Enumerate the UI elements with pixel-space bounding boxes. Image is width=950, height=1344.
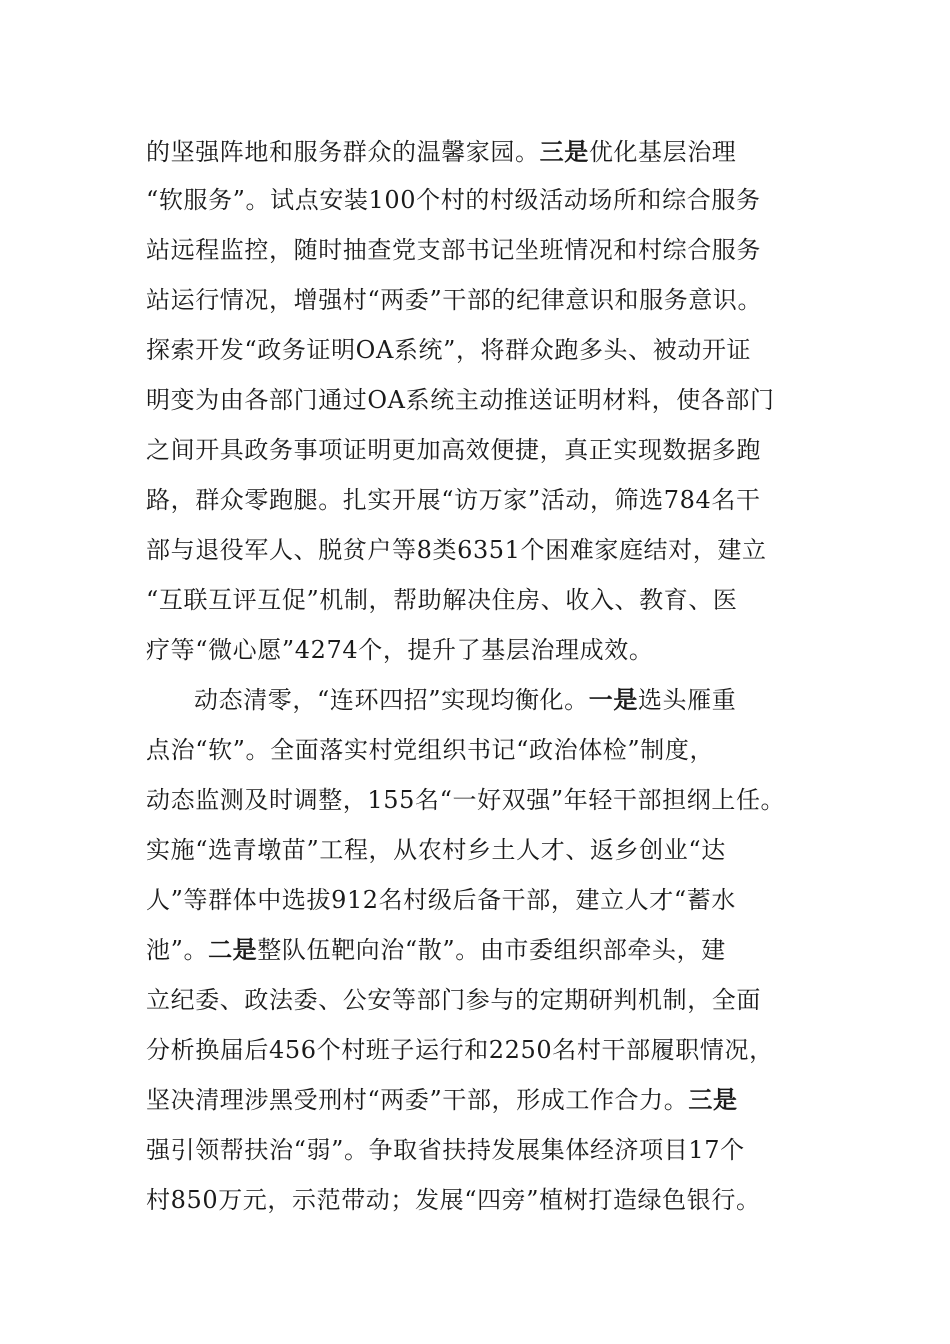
text-line-14: 动态监测及时调整，155名“一好双强”年轻干部担纲上任。 xyxy=(146,786,786,814)
text-line-7: 之间开具政务事项证明更加高效便捷，真正实现数据多跑 xyxy=(146,436,761,464)
text-line-13: 点治“软”。全面落实村党组织书记“政治体检”制度， xyxy=(146,736,715,764)
text-line-15: 实施“选青墩苗”工程，从农村乡土人才、返乡创业“达 xyxy=(146,836,726,864)
text-line-12: 动态清零，“连环四招”实现均衡化。一是选头雁重 xyxy=(194,685,737,714)
text-line-6: 明变为由各部门通过OA系统主动推送证明材料，使各部门 xyxy=(146,386,775,414)
text-line-4: 站运行情况，增强村“两委”干部的纪律意识和服务意识。 xyxy=(146,286,763,314)
text-line-2: “软服务”。试点安装100个村的村级活动场所和综合服务 xyxy=(146,186,761,214)
text-line-9: 部与退役军人、脱贫户等8类6351个困难家庭结对，建立 xyxy=(146,536,767,564)
text-line-17: 池”。二是整队伍靶向治“散”。由市委组织部牵头，建 xyxy=(146,935,726,964)
text-line-11: 疗等“微心愿”4274个，提升了基层治理成效。 xyxy=(146,636,654,664)
text-line-19: 分析换届后456个村班子运行和2250名村干部履职情况， xyxy=(146,1036,774,1064)
text-line-20: 坚决清理涉黑受刑村“两委”干部，形成工作合力。三是 xyxy=(146,1085,738,1114)
text-line-18: 立纪委、政法委、公安等部门参与的定期研判机制，全面 xyxy=(146,986,761,1014)
text-line-5: 探索开发“政务证明OA系统”，将群众跑多头、被动开证 xyxy=(146,336,752,364)
text-line-10: “互联互评互促”机制，帮助解决住房、收入、教育、医 xyxy=(146,586,738,614)
text-line-16: 人”等群体中选拔912名村级后备干部，建立人才“蓄水 xyxy=(146,886,736,914)
text-line-21: 强引领帮扶治“弱”。争取省扶持发展集体经济项目17个 xyxy=(146,1136,745,1164)
text-line-8: 路，群众零跑腿。扎实开展“访万家”活动，筛选784名干 xyxy=(146,486,761,514)
text-line-3: 站远程监控，随时抽查党支部书记坐班情况和村综合服务 xyxy=(146,236,761,264)
text-line-22: 村850万元，示范带动；发展“四旁”植树打造绿色银行。 xyxy=(146,1186,761,1214)
text-line-1: 的坚强阵地和服务群众的温馨家园。三是优化基层治理 xyxy=(146,137,737,166)
